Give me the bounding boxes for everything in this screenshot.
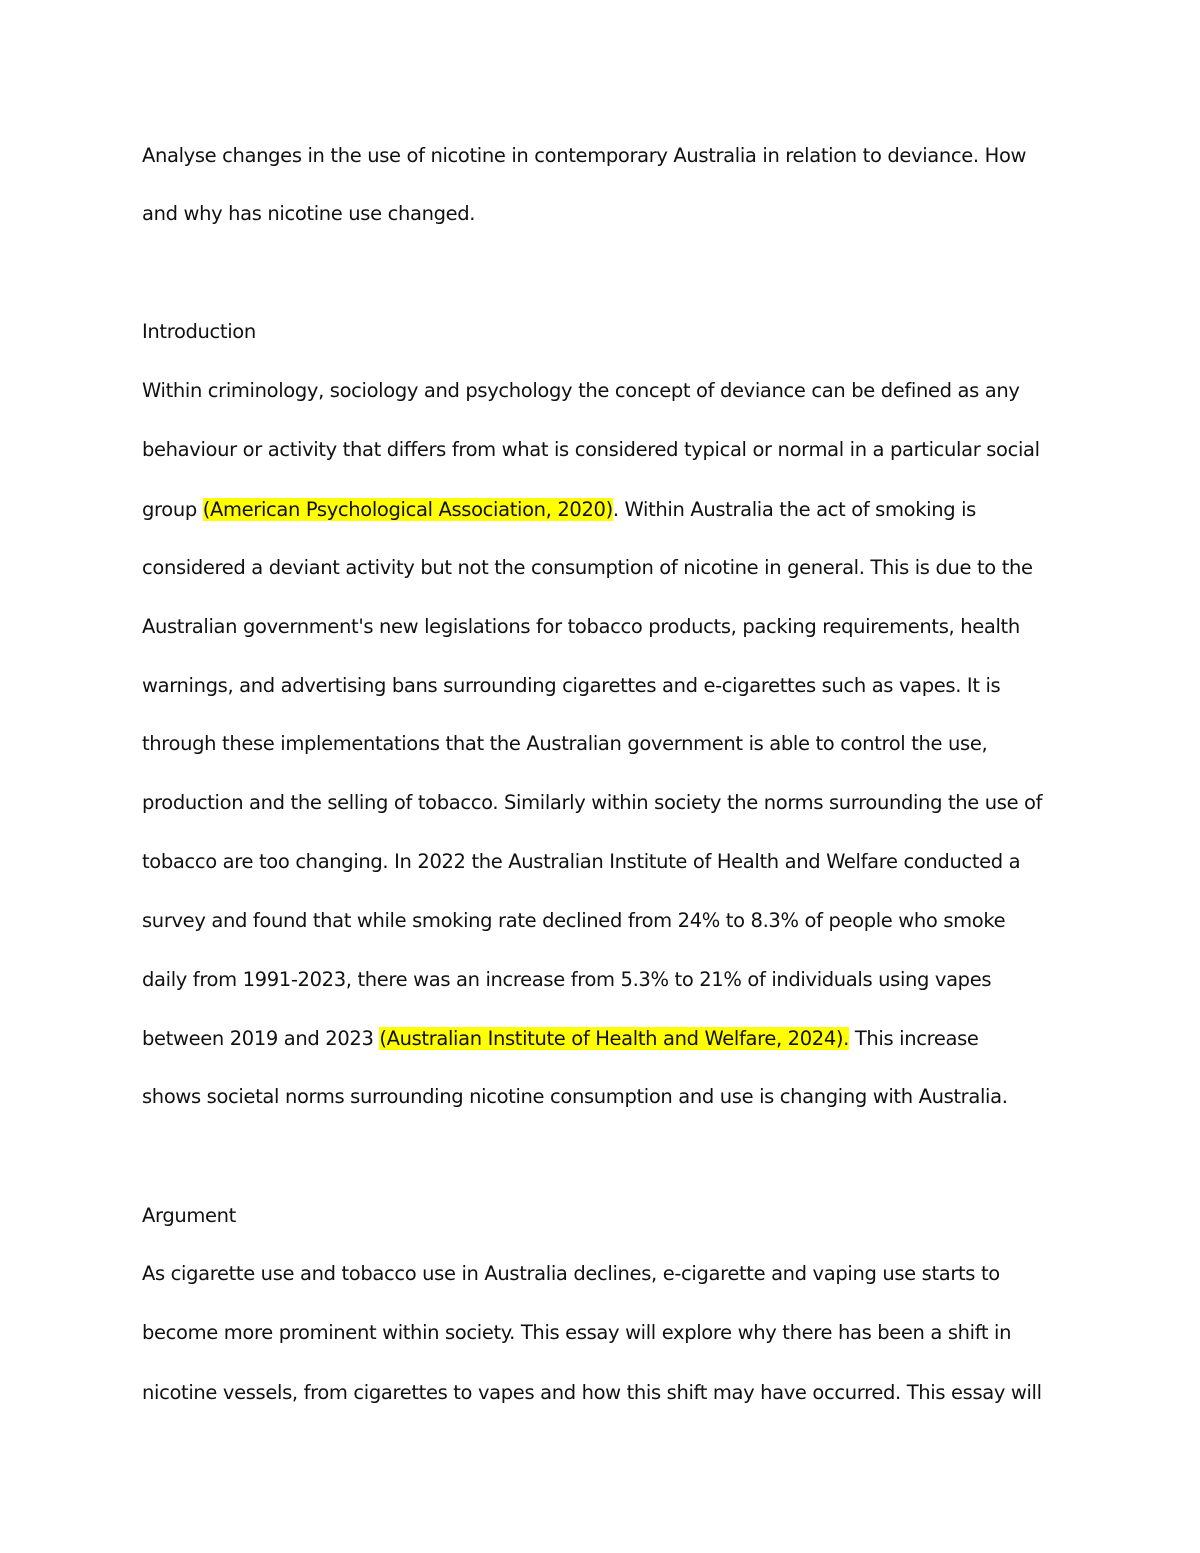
argument-heading: Argument [142,1204,236,1227]
paragraph-line [142,497,976,523]
paragraph-line: As cigarette use and tobacco use in Australia declines, e-cigarette and vaping use starts to [142,1262,1000,1285]
paragraph-line: Within criminology, sociology and psychology the concept of deviance can be defined as any [142,379,1020,402]
paragraph-line: tobacco are too changing. In 2022 the Australian Institute of Health and Welfare conducted a [142,850,1021,873]
text-segment: . Within Australia the act of smoking is [612,498,976,521]
paragraph-line: nicotine vessels, from cigarettes to vapes and how this shift may have occurred. This essay will [142,1381,1042,1404]
essay-question-line-2: and why has nicotine use changed. [142,202,476,225]
paragraph-line: production and the selling of tobacco. Similarly within society the norms surrounding the use of [142,791,1043,814]
paragraph-line: become more prominent within society. This essay will explore why there has been a shift in [142,1321,1012,1344]
paragraph-line: shows societal norms surrounding nicotine consumption and use is changing with Australia. [142,1085,1008,1108]
introduction-heading: Introduction [142,320,256,343]
highlighted-citation: (American Psychological Association, 2020) [202,498,613,521]
text-segment: This increase [849,1027,979,1050]
paragraph-line: through these implementations that the Australian government is able to control the use, [142,732,988,755]
paragraph-line: daily from 1991-2023, there was an increase from 5.3% to 21% of individuals using vapes [142,968,992,991]
text-segment: group [142,498,203,521]
paragraph-line: Australian government's new legislations for tobacco products, packing requirements, health [142,615,1020,638]
highlighted-citation: (Australian Institute of Health and Welfare, 2024). [379,1027,850,1050]
essay-question-line-1: Analyse changes in the use of nicotine in contemporary Australia in relation to deviance. How [142,144,1027,167]
paragraph-line: warnings, and advertising bans surrounding cigarettes and e-cigarettes such as vapes. It is [142,674,1001,697]
paragraph-line: considered a deviant activity but not the consumption of nicotine in general. This is due to the [142,556,1033,579]
paragraph-line: survey and found that while smoking rate declined from 24% to 8.3% of people who smoke [142,909,1006,932]
paragraph-line [142,1026,979,1052]
text-segment: between 2019 and 2023 [142,1027,380,1050]
paragraph-line: behaviour or activity that differs from what is considered typical or normal in a particular social [142,438,1040,461]
